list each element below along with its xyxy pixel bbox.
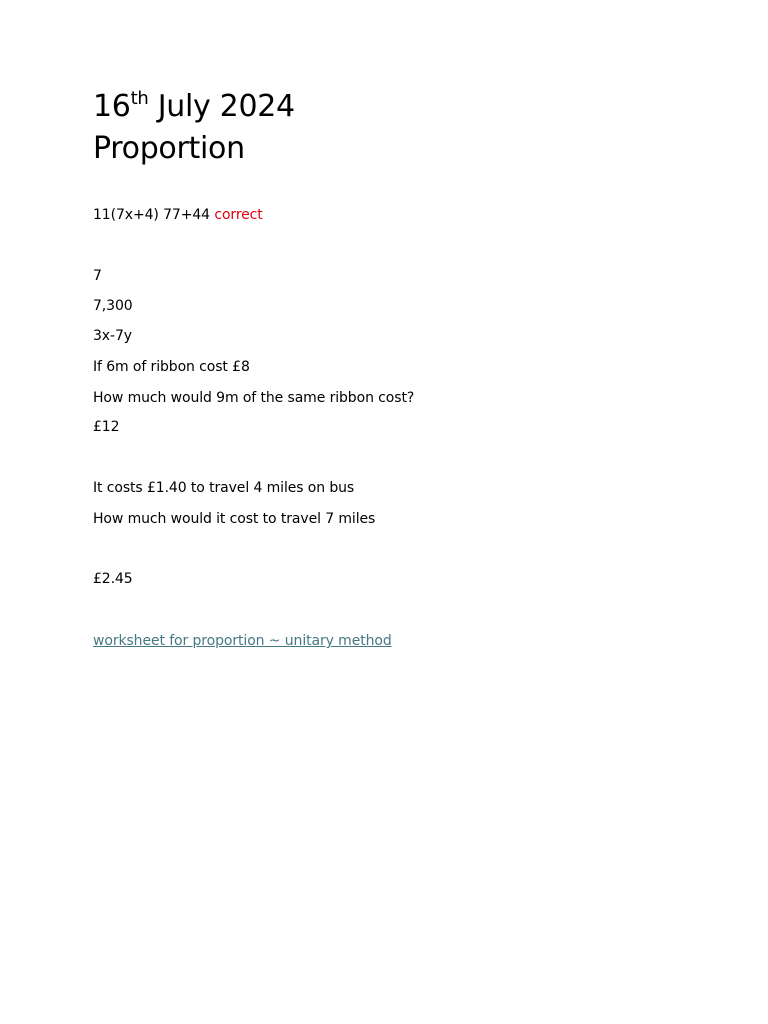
question-line-bus-question: How much would it cost to travel 7 miles xyxy=(93,511,376,527)
question-line-ribbon-cost: If 6m of ribbon cost £8 xyxy=(93,359,250,375)
answer-line-2: 7 xyxy=(93,268,102,284)
date-day: 16 xyxy=(93,89,131,124)
answer-line-1-text: 11(7x+4) 77+44 xyxy=(93,207,215,223)
question-line-ribbon-question: How much would 9m of the same ribbon cost? xyxy=(93,390,415,406)
answer-line-ribbon: £12 xyxy=(93,419,120,435)
topic-heading: Proportion xyxy=(93,131,245,166)
correct-mark: correct xyxy=(214,207,263,223)
worksheet-link[interactable]: worksheet for proportion ~ unitary method xyxy=(93,633,392,649)
date-month-year: July 2024 xyxy=(148,89,295,124)
answer-line-bus: £2.45 xyxy=(93,571,133,587)
date-day-suffix: th xyxy=(130,88,149,109)
date-heading xyxy=(93,90,295,128)
answer-line-4: 3x-7y xyxy=(93,328,132,344)
question-line-bus-cost: It costs £1.40 to travel 4 miles on bus xyxy=(93,480,355,496)
answer-line-3: 7,300 xyxy=(93,298,133,314)
answer-line-1 xyxy=(93,206,263,224)
